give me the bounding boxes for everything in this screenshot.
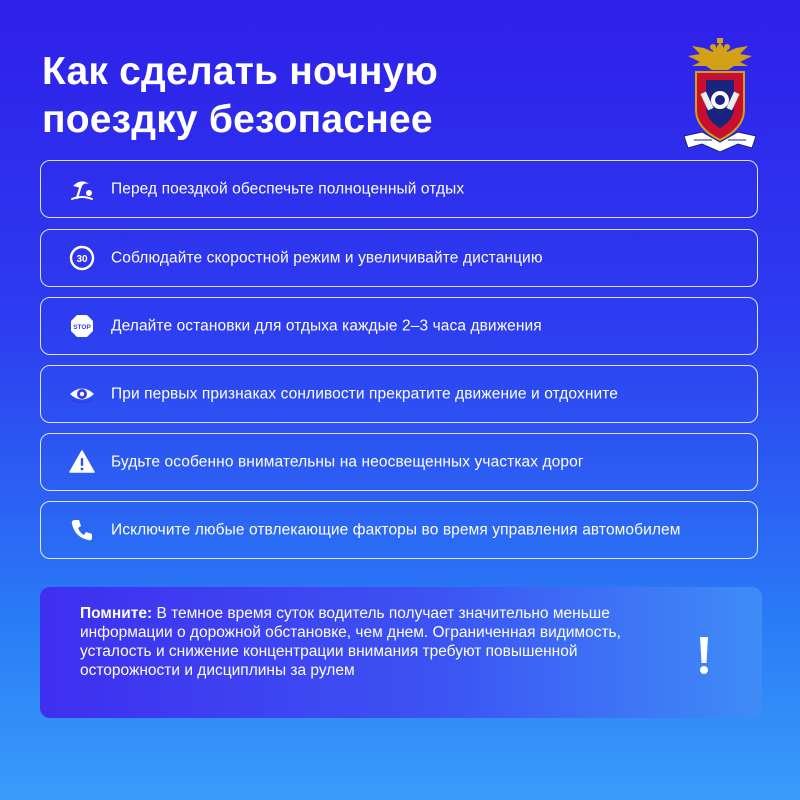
- tip-text: Будьте особенно внимательны на неосвещенных участках дорог: [111, 453, 584, 471]
- reminder-note: [40, 587, 762, 718]
- phone-icon: [69, 517, 95, 543]
- reminder-lead: Помните:: [80, 605, 153, 622]
- tip-card-drowsiness: [40, 365, 758, 423]
- tip-card-unlit-roads: [40, 433, 758, 491]
- page-title: [42, 48, 602, 144]
- tip-text: Соблюдайте скоростной режим и увеличивайте дистанцию: [111, 249, 543, 267]
- warning-icon: [69, 449, 95, 475]
- tip-text: При первых признаках сонливости прекратите движение и отдохните: [111, 385, 618, 403]
- exclamation-icon: [696, 635, 712, 675]
- tip-card-speed: [40, 229, 758, 287]
- reminder-body: В темное время суток водитель получает значительно меньше информации о дорожной обстановке, чем днем. Ограниченная видимость, усталость и снижение концентрации внимания требуют повышенной осторожности и дисциплины за рулем: [80, 605, 621, 679]
- stop-badge: STOP: [73, 324, 91, 331]
- tip-card-rest: [40, 160, 758, 218]
- speed-limit-30-icon: [69, 245, 95, 271]
- page-title-line-1: Как сделать ночную: [42, 50, 439, 93]
- page-title-line-2: поездку безопаснее: [42, 98, 433, 141]
- speed-limit-badge: 30: [76, 254, 88, 265]
- tip-text: Делайте остановки для отдыха каждые 2–3 часа движения: [111, 317, 542, 335]
- eye-icon: [69, 381, 95, 407]
- tip-card-distractions: [40, 501, 758, 559]
- tip-text: Перед поездкой обеспечьте полноценный отдых: [111, 180, 465, 198]
- beach-icon: [69, 176, 95, 202]
- tip-text: Исключите любые отвлекающие факторы во время управления автомобилем: [111, 521, 681, 539]
- stop-sign-icon: [69, 313, 95, 339]
- tip-card-stops: [40, 297, 758, 355]
- reminder-text: [80, 604, 660, 680]
- police-emblem-icon: [682, 36, 758, 152]
